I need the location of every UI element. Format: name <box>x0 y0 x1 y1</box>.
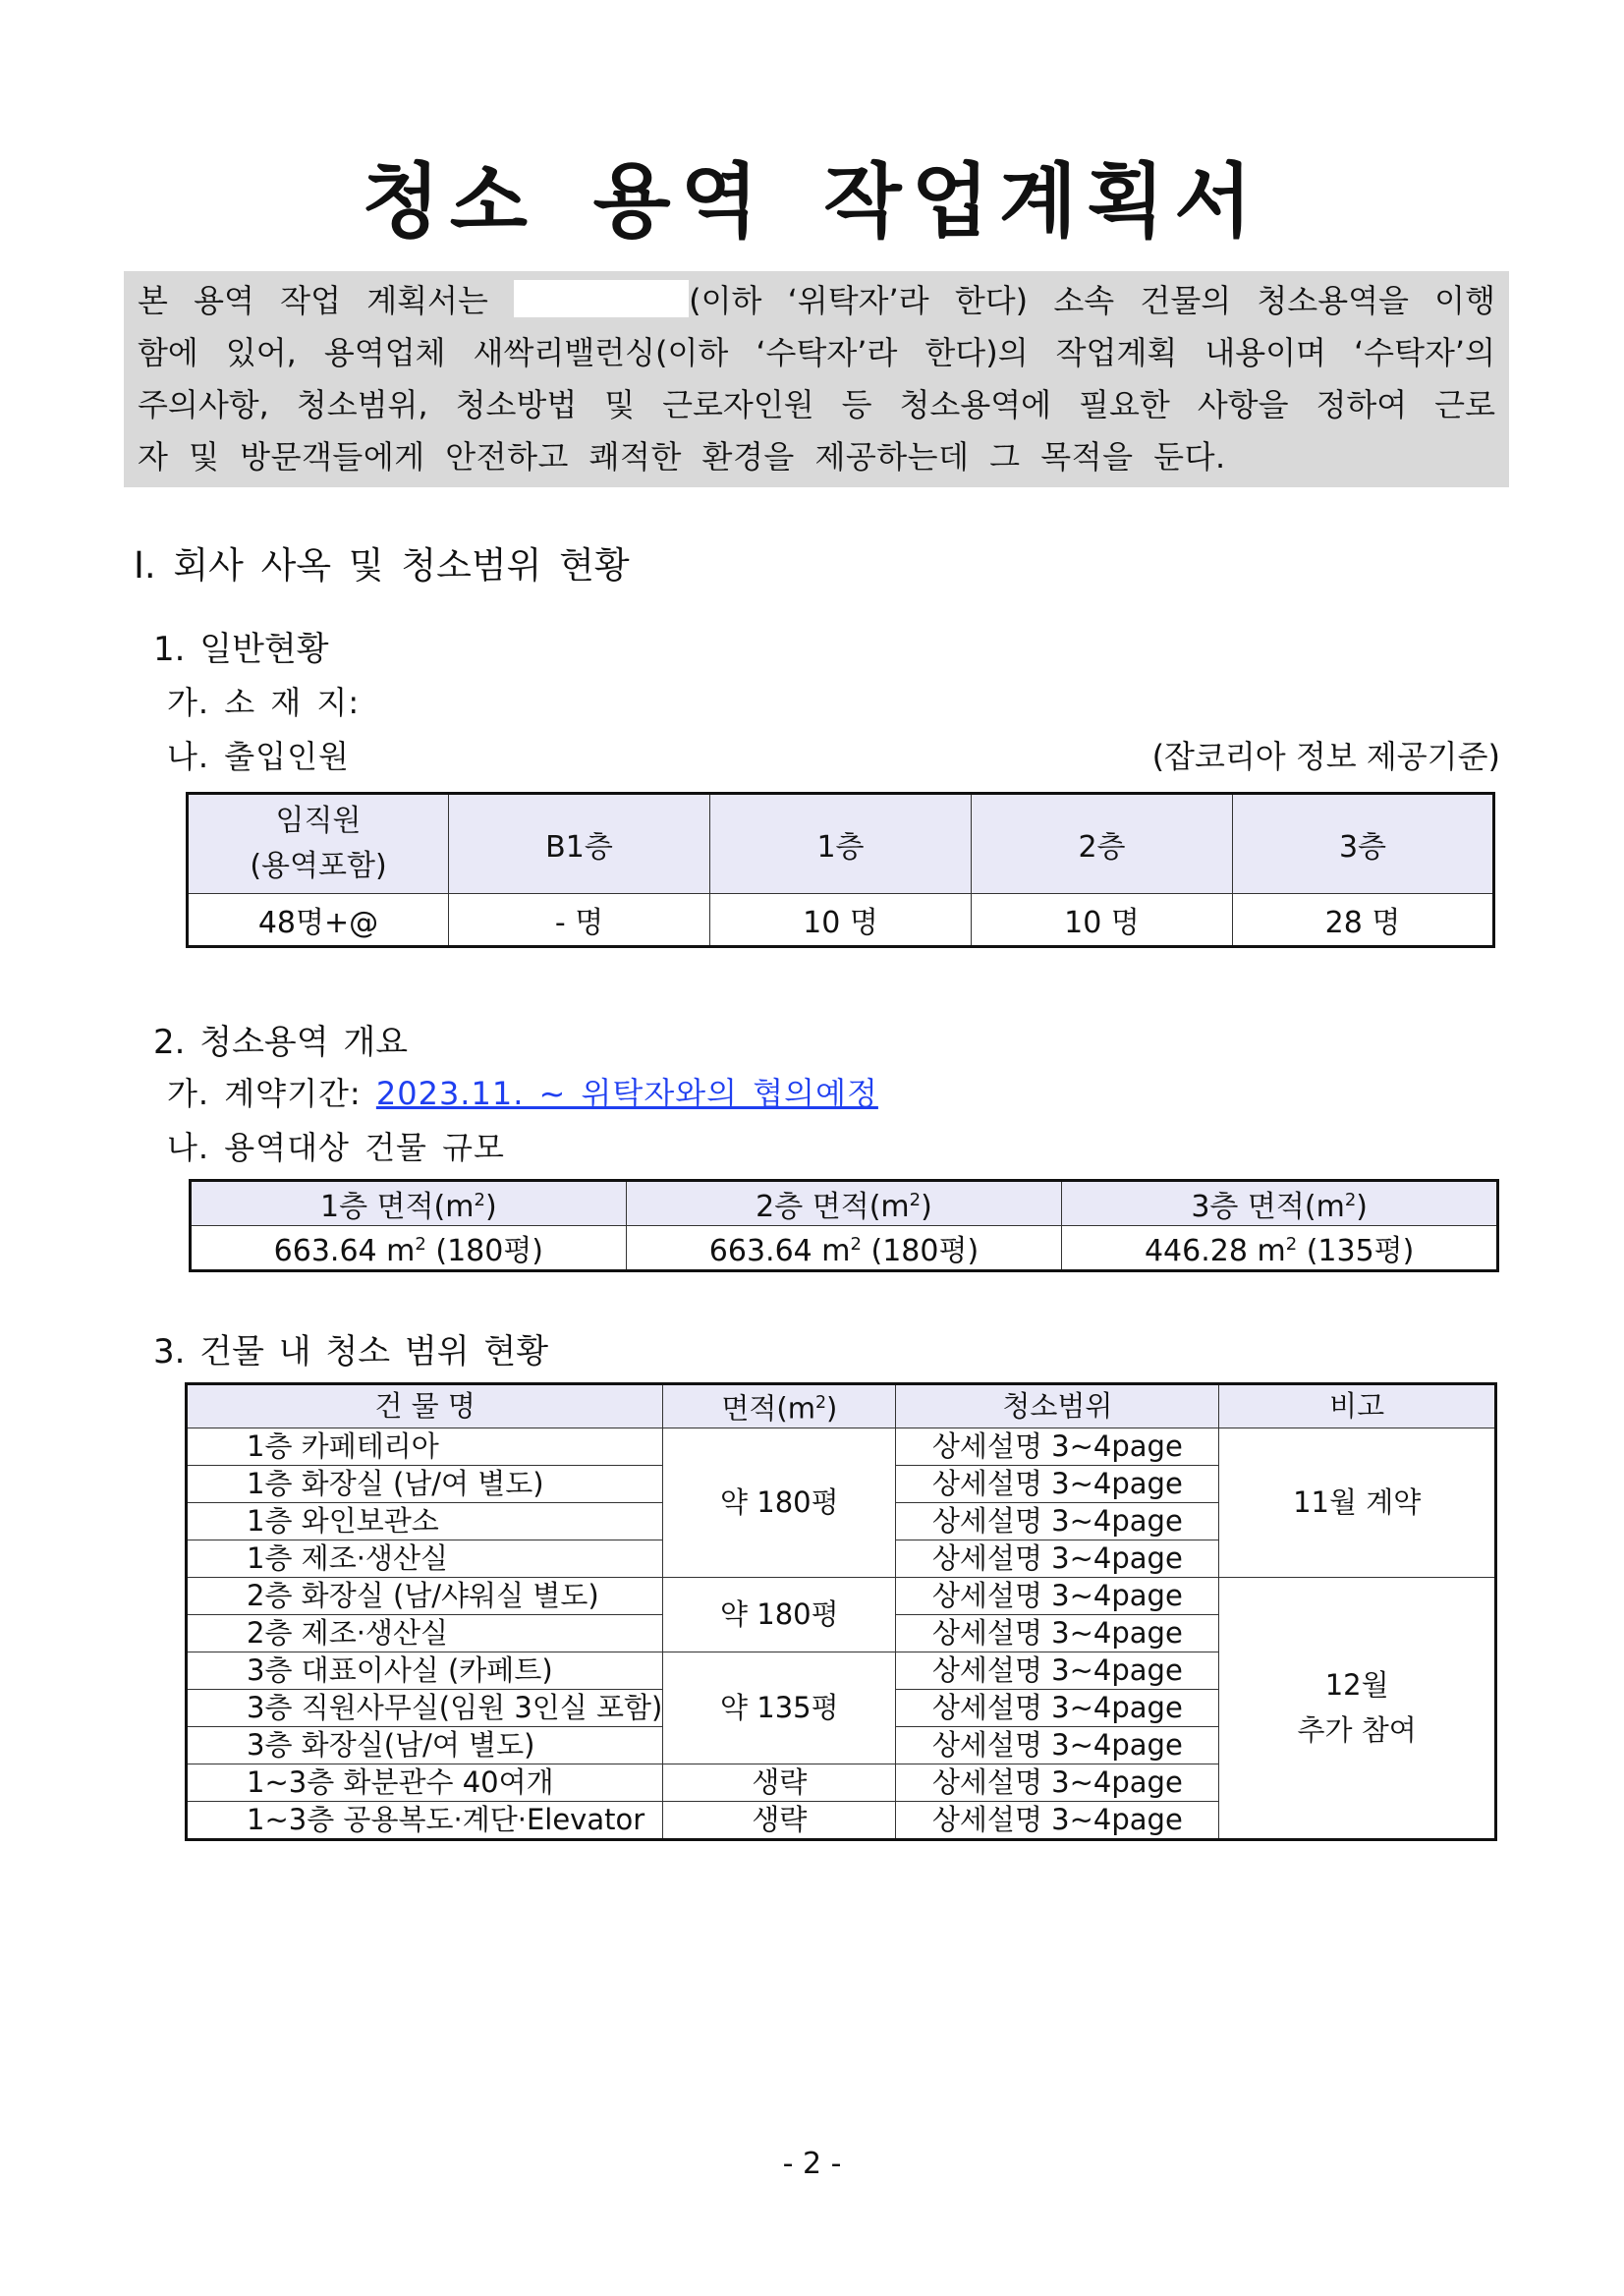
building-name-cell: 1층 와인보관소 <box>187 1502 663 1540</box>
area-cell: 생략 <box>663 1764 896 1801</box>
area-cell: 약 180평 <box>663 1577 896 1652</box>
building-name-cell: 3층 직원사무실(임원 3인실 포함) <box>187 1689 663 1726</box>
table-cell: 10 명 <box>710 894 972 947</box>
building-name-cell: 1층 화장실 (남/여 별도) <box>187 1465 663 1502</box>
header-cell: 1층 면적$(m^2)$ <box>191 1181 627 1226</box>
document-title: 청소 용역 작업계획서 <box>362 155 1262 249</box>
range-cell: 상세설명 3~4page <box>896 1764 1219 1801</box>
table-cell: 48명+@ <box>188 894 449 947</box>
scope-heading: 3. 건물 내 청소 범위 현황 <box>153 1332 549 1372</box>
intro-line-1: 본 용역 작업 계획서는 (이하 ‘위탁자’라 한다) 소속 건물의 청소용역을 이행 <box>138 282 1495 319</box>
note-cell: 12월 추가 참여 <box>1219 1577 1496 1839</box>
header-cell: 비고 <box>1219 1384 1496 1428</box>
header-cell: 1층 <box>710 794 972 894</box>
table-row <box>188 894 1494 947</box>
cleaning-scope-table <box>185 1382 1497 1841</box>
table-cell: 663.64 $m^2$ (180평) <box>626 1226 1062 1271</box>
range-cell: 상세설명 3~4page <box>896 1689 1219 1726</box>
header-cell: 2층 <box>972 794 1233 894</box>
area-cell: 약 180평 <box>663 1428 896 1577</box>
range-cell: 상세설명 3~4page <box>896 1577 1219 1614</box>
range-cell: 상세설명 3~4page <box>896 1540 1219 1577</box>
table-cell: 28 명 <box>1233 894 1494 947</box>
building-name-cell: 2층 제조·생산실 <box>187 1614 663 1652</box>
building-name-cell: 1층 제조·생산실 <box>187 1540 663 1577</box>
table-header-row <box>191 1181 1498 1226</box>
contract-period-link[interactable]: 2023.11. ~ 위탁자와의 협의예정 <box>375 1075 878 1112</box>
overview-heading: 2. 청소용역 개요 <box>153 1023 409 1062</box>
table-row <box>191 1226 1498 1271</box>
header-cell: 3층 <box>1233 794 1494 894</box>
header-cell: 면적$(m^2)$ <box>663 1384 896 1428</box>
range-cell: 상세설명 3~4page <box>896 1652 1219 1689</box>
section-heading: Ⅰ. 회사 사옥 및 청소범위 현황 <box>134 544 630 587</box>
range-cell: 상세설명 3~4page <box>896 1465 1219 1502</box>
header-cell: 건 물 명 <box>187 1384 663 1428</box>
building-name-cell: 1~3층 화분관수 40여개 <box>187 1764 663 1801</box>
table-header-row <box>187 1384 1496 1428</box>
intro-line-4: 자 및 방문객들에게 안전하고 쾌적한 환경을 제공하는데 그 목적을 둔다. <box>138 438 1226 476</box>
redacted-box <box>514 280 689 317</box>
location-label: 가. 소 재 지: <box>167 684 361 721</box>
header-cell: 청소범위 <box>896 1384 1219 1428</box>
area-cell: 약 135평 <box>663 1652 896 1764</box>
area-cell: 생략 <box>663 1801 896 1839</box>
table-cell: 446.28 $m^2$ (135평) <box>1062 1226 1498 1271</box>
range-cell: 상세설명 3~4page <box>896 1801 1219 1839</box>
building-name-cell: 1~3층 공용복도·계단·Elevator <box>187 1801 663 1839</box>
building-name-cell: 2층 화장실 (남/샤워실 별도) <box>187 1577 663 1614</box>
table-row <box>187 1577 1496 1614</box>
header-cell: 2층 면적$(m^2)$ <box>626 1181 1062 1226</box>
header-cell: 임직원 (용역포함) <box>188 794 449 894</box>
contract-line: 가. 계약기간: 2023.11. ~ 위탁자와의 협의예정 <box>167 1075 878 1112</box>
personnel-note: (잡코리아 정보 제공기준) <box>1151 738 1500 775</box>
intro-paragraph <box>124 271 1509 487</box>
table-cell: 663.64 $m^2$ (180평) <box>191 1226 627 1271</box>
table-header-row <box>188 794 1494 894</box>
range-cell: 상세설명 3~4page <box>896 1428 1219 1465</box>
header-cell: B1층 <box>449 794 710 894</box>
range-cell: 상세설명 3~4page <box>896 1502 1219 1540</box>
building-name-cell: 1층 카페테리아 <box>187 1428 663 1465</box>
range-cell: 상세설명 3~4page <box>896 1726 1219 1764</box>
table-row <box>187 1428 1496 1465</box>
header-cell: 3층 면적$(m^2)$ <box>1062 1181 1498 1226</box>
building-scale-table <box>189 1179 1499 1272</box>
intro-line-3: 주의사항, 청소범위, 청소방법 및 근로자인원 등 청소용역에 필요한 사항을 정하여 근로 <box>138 386 1495 423</box>
scale-label: 나. 용역대상 건물 규모 <box>167 1129 505 1166</box>
range-cell: 상세설명 3~4page <box>896 1614 1219 1652</box>
table-cell: - 명 <box>449 894 710 947</box>
personnel-table <box>186 792 1495 948</box>
note-cell: 11월 계약 <box>1219 1428 1496 1577</box>
building-name-cell: 3층 화장실(남/여 별도) <box>187 1726 663 1764</box>
table-cell: 10 명 <box>972 894 1233 947</box>
building-name-cell: 3층 대표이사실 (카페트) <box>187 1652 663 1689</box>
personnel-label: 나. 출입인원 <box>167 738 350 775</box>
page-number: - 2 - <box>782 2147 842 2181</box>
intro-line-2: 함에 있어, 용역업체 새싹리밸런싱(이하 ‘수탁자’라 한다)의 작업계획 내용이며 ‘수탁자’의 <box>138 334 1495 371</box>
general-heading: 1. 일반현황 <box>153 630 329 669</box>
